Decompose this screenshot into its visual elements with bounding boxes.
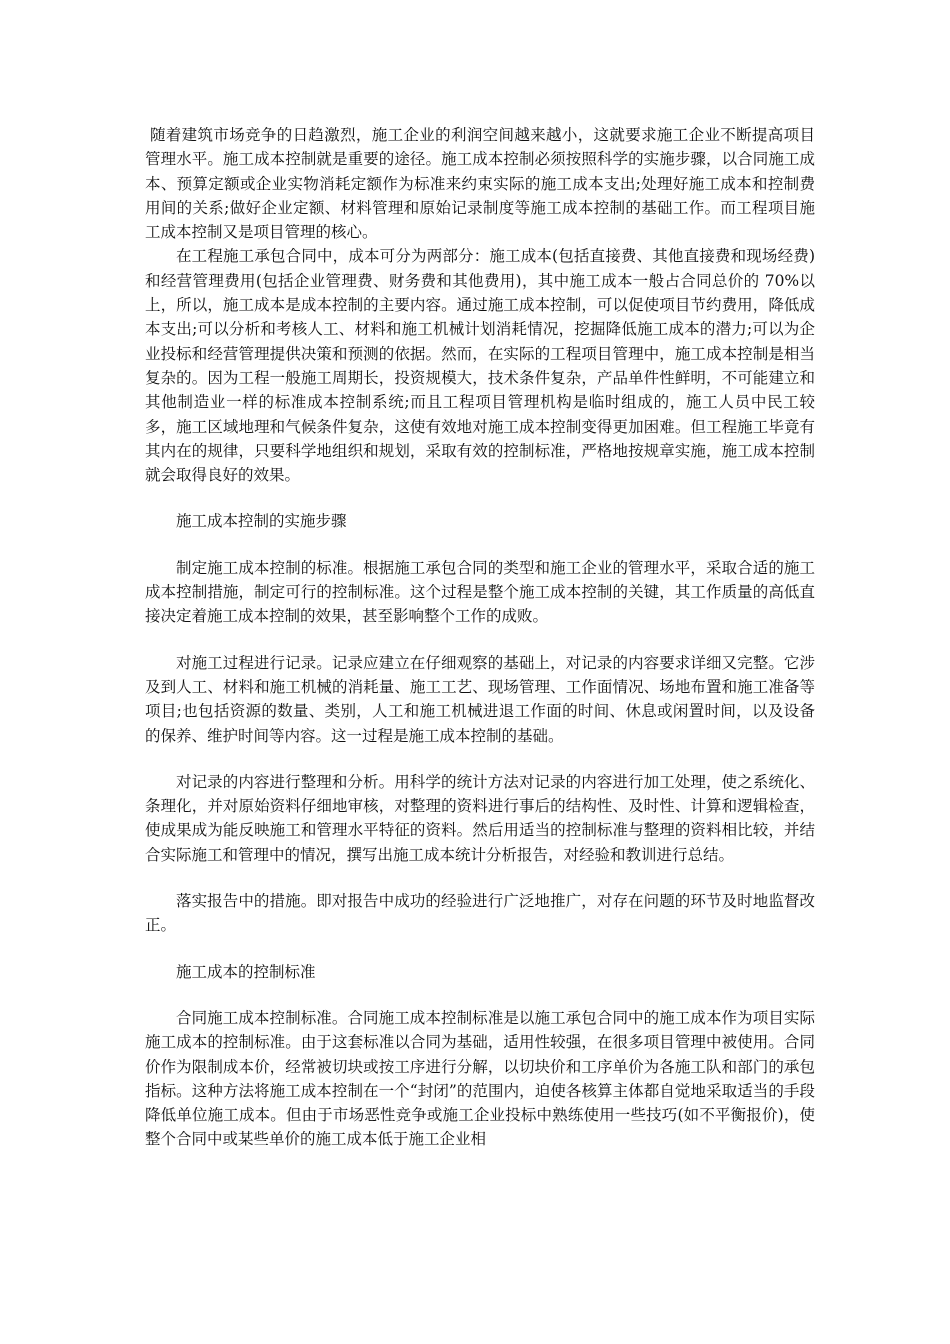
paragraph-spacer (145, 984, 815, 1006)
paragraph-spacer (145, 487, 815, 509)
step-record-paragraph: 对施工过程进行记录。记录应建立在仔细观察的基础上，对记录的内容要求详细又完整。它涉及到人工、材料和施工机械的消耗量、施工工艺、现场管理、工作面情况、场地布置和施工准备等项目;也包括资源的数量、类别，人工和施工机械进退工作面的时间、休息或闲置时间，以及设备的保养、维护时间等内容。这一过程是施工成本控制的基础。 (145, 653, 815, 745)
intro-paragraph: 随着建筑市场竞争的日趋激烈，施工企业的利润空间越来越小，这就要求施工企业不断提高项目管理水平。施工成本控制就是重要的途径。施工成本控制必须按照科学的实施步骤，以合同施工成本、预算定额或企业实物消耗定额作为标准来约束实际的施工成本支出;处理好施工成本和控制费用间的关系;做好企业定额、材料管理和原始记录制度等施工成本控制的基础工作。而工程项目施工成本控制又是项目管理的核心。 (145, 126, 815, 242)
paragraph-spacer (145, 629, 815, 651)
step-set-standard-paragraph: 制定施工成本控制的标准。根据施工承包合同的类型和施工企业的管理水平，采取合适的施工成本控制措施，制定可行的控制标准。这个过程是整个施工成本控制的关键，其工作质量的高低直接决定着施工成本控制的效果，甚至影响整个工作的成败。 (145, 558, 815, 626)
paragraph-spacer (145, 534, 815, 556)
paragraph-spacer (145, 938, 815, 960)
step-implement-paragraph: 落实报告中的措施。即对报告中成功的经验进行广泛地推广，对存在问题的环节及时地监督改正。 (145, 892, 815, 935)
section-heading-control-standards: 施工成本的控制标准 (176, 962, 316, 981)
contract-cost-paragraph: 在工程施工承包合同中，成本可分为两部分：施工成本(包括直接费、其他直接费和现场经费)和经营管理费用(包括企业管理费、财务费和其他费用)，其中施工成本一般占合同总价的 70%以上，所以，施工成本是成本控制的主要内容。通过施工成本控制，可以促使项目节约费用，降低成本支出;可以分析和考核人工、材料和施工机械计划消耗情况，挖掘降低施工成本的潜力;可以为企业投标和经营管理提供决策和预测的依据。然而，在实际的工程项目管理中，施工成本控制是相当复杂的。因为工程一般施工周期长，投资规模大，技术条件复杂，产品单件性鲜明，不可能建立和其他制造业一样的标准成本控制系统;而且工程项目管理机构是临时组成的，施工人员中民工较多，施工区域地理和气候条件复杂，这使有效地对施工成本控制变得更加困难。但工程施工毕竟有其内在的规律，只要科学地组织和规划，采取有效的控制标准，严格地按规章实施，施工成本控制就会取得良好的效果。 (145, 247, 815, 485)
step-analyze-paragraph: 对记录的内容进行整理和分析。用科学的统计方法对记录的内容进行加工处理，使之系统化、条理化，并对原始资料仔细地审核，对整理的资料进行事后的结构性、及时性、计算和逻辑检查，使成果成为能反映施工和管理水平特征的资料。然后用适当的控制标准与整理的资料相比较，并结合实际施工和管理中的情况，撰写出施工成本统计分析报告，对经验和教训进行总结。 (145, 772, 815, 864)
document-body (145, 123, 815, 1152)
section-heading-implementation-steps: 施工成本控制的实施步骤 (176, 512, 347, 531)
paragraph-spacer (145, 748, 815, 770)
contract-standard-paragraph: 合同施工成本控制标准。合同施工成本控制标准是以施工承包合同中的施工成本作为项目实际施工成本的控制标准。由于这套标准以合同为基础，适用性较强，在很多项目管理中被使用。合同价作为限制成本价，经常被切块或按工序进行分解，以切块价和工序单价为各施工队和部门的承包指标。这种方法将施工成本控制在一个“封闭”的范围内，迫使各核算主体都自觉地采取适当的手段降低单位施工成本。但由于市场恶性竞争或施工企业投标中熟练使用一些技巧(如不平衡报价)，使整个合同中或某些单价的施工成本低于施工企业相 (145, 1008, 815, 1149)
paragraph-spacer (145, 867, 815, 889)
